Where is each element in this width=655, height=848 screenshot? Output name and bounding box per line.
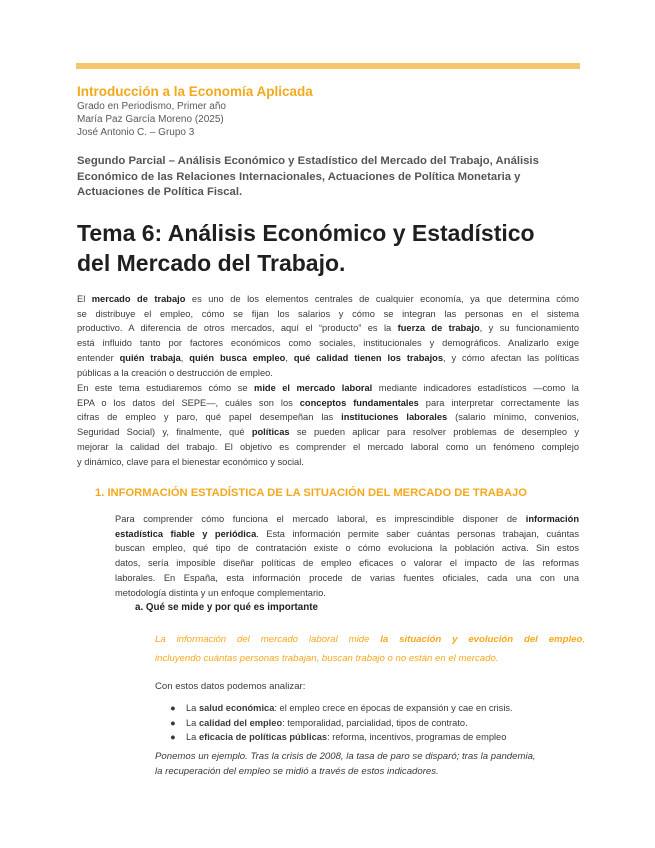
meta-author: María Paz García Moreno (2025) xyxy=(77,114,224,125)
subsection-a-heading: a. Qué se mide y por qué es importante xyxy=(135,602,318,613)
course-title: Introducción a la Economía Aplicada xyxy=(77,84,313,99)
topic-title: Tema 6: Análisis Económico y Estadístico del Mercado del Trabajo. xyxy=(77,220,535,276)
meta-group: José Antonio C. – Grupo 3 xyxy=(77,127,195,138)
meta-degree: Grado en Periodismo, Primer año xyxy=(77,101,226,112)
topic-number: Tema 6: xyxy=(77,220,163,246)
analyze-intro: Con estos datos podemos analizar: xyxy=(155,681,306,692)
intro-paragraph-1: El mercado de trabajo es uno de los elementos centrales de cualquier economía, ya que determina cómo se distribuye el empleo, cómo se fijan los salarios y cómo se integran las personas en el sistema productivo. A diferencia de otros mercados, aquí el “producto” es la fuerza de trabajo, y su funcionamiento está influido tanto por factores económicos como sociales, institucionales y demográficos. Analizarlo exige entender quién trabaja, quién busca empleo, qué calidad tienen los trabajos, y cómo afectan las políticas públicas a la creación o destrucción de empleo. xyxy=(77,294,579,378)
analysis-bullet-list xyxy=(170,703,513,747)
section-1-paragraph: Para comprender cómo funciona el mercado laboral, es imprescindible disponer de información estadística fiable y periódica. Esta información permite saber cuántas personas trabajan, cuántas buscan empleo, qué tipo de contratación existe o cómo evoluciona la población activa. Sin estos datos, sería imposible diseñar políticas de empleo eficaces o valorar el impacto de las reformas laborales. En España, esta información procede de varias fuentes oficiales, cada una con una metodología distinta y un enfoque complementario. xyxy=(115,514,580,598)
header-accent-rule xyxy=(76,63,580,69)
bullet-icon: ● xyxy=(170,732,176,742)
bullet-icon: ● xyxy=(170,717,176,728)
exam-subtitle: Segundo Parcial – Análisis Económico y Estadístico del Mercado del Trabajo, Análisis Económico de las Relaciones Internacionales, Actuaciones de Política Monetaria y Actuaciones de Política Fiscal. xyxy=(77,155,539,198)
list-item: ● La calidad del empleo: temporalidad, parcialidad, tipos de contrato. xyxy=(170,717,468,728)
highlight-quote: La información del mercado laboral mide la situación y evolución del empleo, incluyendo cuántas personas trabajan, buscan trabajo o no están en el mercado. xyxy=(155,634,585,664)
bullet-icon: ● xyxy=(170,703,176,713)
list-item: ● La salud económica: el empleo crece en épocas de expansión y cae en crisis. xyxy=(170,703,513,713)
list-item: ● La eficacia de políticas públicas: reforma, incentivos, programas de empleo xyxy=(170,732,507,742)
intro-paragraph-2: En este tema estudiaremos cómo se mide el mercado laboral mediante indicadores estadísticos —como la EPA o los datos del SEPE—, cuáles son los conceptos fundamentales para interpretar correctamente las cifras de empleo y paro, qué papel desempeñan las instituciones laborales (salario mínimo, convenios, Seguridad Social) y, finalmente, qué políticas se pueden aplicar para resolver problemas de desempleo y mejorar la calidad del trabajo. El objetivo es comprender el mercado laboral como un fenómeno complejo y dinámico, clave para el bienestar económico y social. xyxy=(77,383,580,467)
section-1-heading: 1. INFORMACIÓN ESTADÍSTICA DE LA SITUACIÓN DEL MERCADO DE TRABAJO xyxy=(95,487,527,499)
example-paragraph: Ponemos un ejemplo. Tras la crisis de 2008, la tasa de paro se disparó; tras la pandemia, la recuperación del empleo se midió a través de estos indicadores. xyxy=(155,751,536,777)
